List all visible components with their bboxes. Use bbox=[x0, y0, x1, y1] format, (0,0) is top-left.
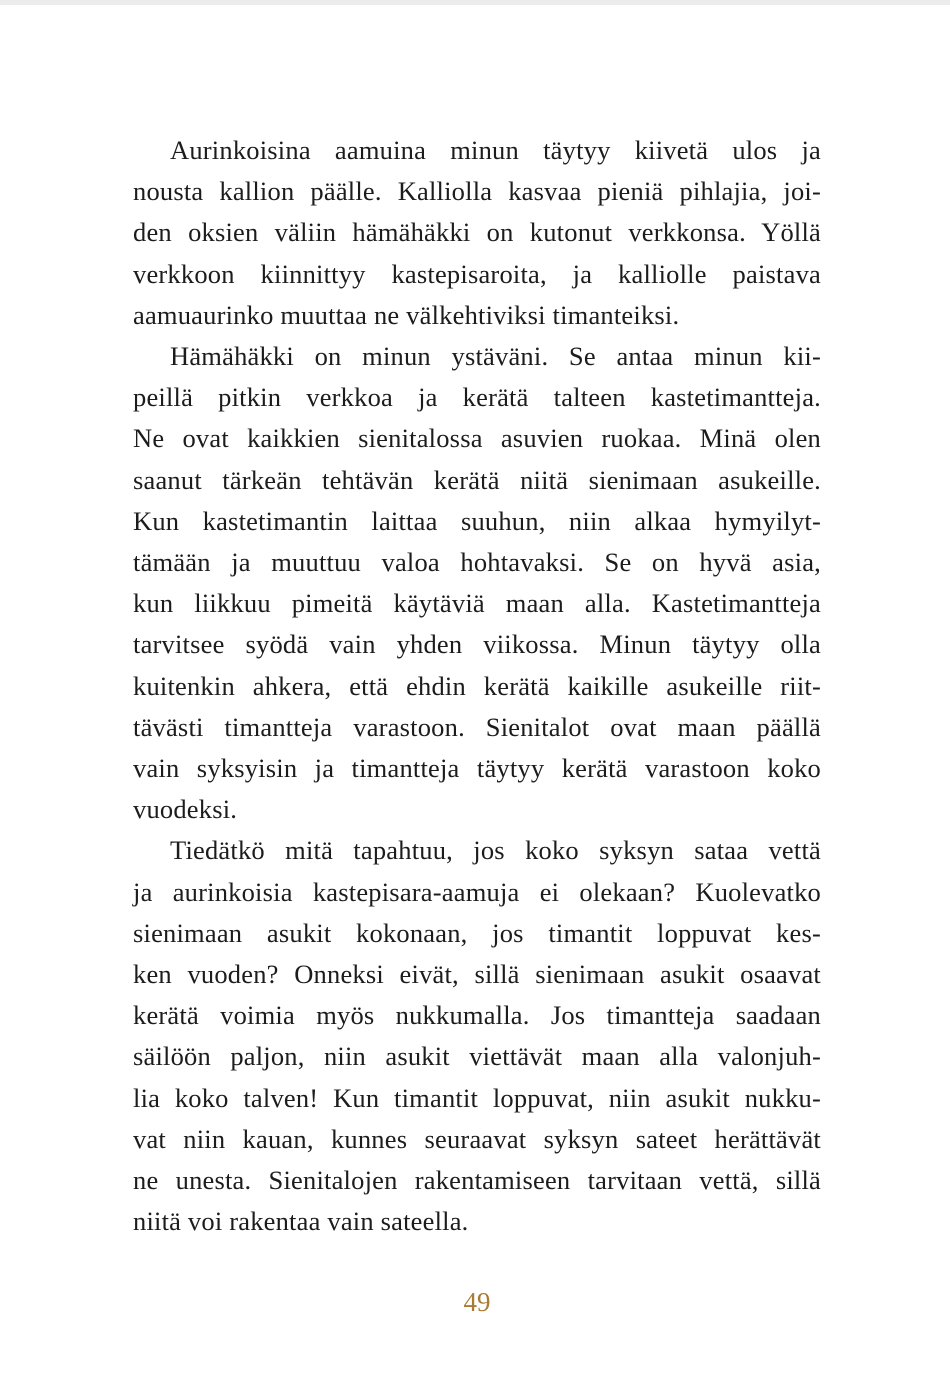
text-line: verkkoon kiinnittyy kastepisaroita, ja kalliolle paistava bbox=[133, 258, 821, 289]
text-line: Ne ovat kaikkien sienitalossa asuvien ruokaa. Minä olen bbox=[133, 423, 821, 454]
text-line: Hämähäkki on minun ystäväni. Se antaa minun kii- bbox=[170, 341, 821, 372]
body-text bbox=[133, 130, 821, 1242]
text-line: lia koko talven! Kun timantit loppuvat, niin asukit nukku- bbox=[133, 1082, 821, 1113]
page-top-edge-strip bbox=[0, 0, 950, 5]
text-line: kerätä voimia myös nukkumalla. Jos timantteja saadaan bbox=[133, 1000, 821, 1031]
text-line: den oksien väliin hämähäkki on kutonut verkkonsa. Yöllä bbox=[133, 217, 821, 248]
text-line: nousta kallion päälle. Kalliolla kasvaa pieniä pihlajia, joi- bbox=[133, 176, 821, 207]
text-line: vat niin kauan, kunnes seuraavat syksyn sateet herättävät bbox=[133, 1123, 821, 1154]
text-line: tämään ja muuttuu valoa hohtavaksi. Se on hyvä asia, bbox=[133, 547, 821, 578]
page-number: 49 bbox=[463, 1287, 491, 1317]
text-line: peillä pitkin verkkoa ja kerätä talteen kastetimantteja. bbox=[133, 382, 821, 413]
text-line: kuitenkin ahkera, että ehdin kerätä kaikille asukeille riit- bbox=[133, 670, 821, 701]
paragraph bbox=[133, 130, 821, 336]
text-line: vuodeksi. bbox=[133, 794, 238, 825]
text-line: ja aurinkoisia kastepisara-aamuja ei olekaan? Kuolevatko bbox=[133, 876, 821, 907]
text-line: saanut tärkeän tehtävän kerätä niitä sienimaan asukeille. bbox=[133, 464, 821, 495]
text-line: Tiedätkö mitä tapahtuu, jos koko syksyn sataa vettä bbox=[170, 835, 821, 866]
paragraph bbox=[133, 830, 821, 1242]
text-line: aamuaurinko muuttaa ne välkehtiviksi timanteiksi. bbox=[133, 299, 680, 330]
text-line: säilöön paljon, niin asukit viettävät maan alla valonjuh- bbox=[133, 1041, 821, 1072]
text-line: Aurinkoisina aamuina minun täytyy kiivetä ulos ja bbox=[170, 135, 821, 165]
text-line: niitä voi rakentaa vain sateella. bbox=[133, 1206, 469, 1237]
text-line: kun liikkuu pimeitä käytäviä maan alla. Kastetimantteja bbox=[133, 588, 821, 619]
paragraph bbox=[133, 336, 821, 830]
text-line: vain syksyisin ja timantteja täytyy kerätä varastoon koko bbox=[133, 753, 821, 784]
text-line: tävästi timantteja varastoon. Sienitalot ovat maan päällä bbox=[133, 711, 821, 742]
text-line: ken vuoden? Onneksi eivät, sillä sienimaan asukit osaavat bbox=[133, 959, 821, 990]
text-line: tarvitsee syödä vain yhden viikossa. Minun täytyy olla bbox=[133, 629, 821, 660]
text-line: ne unesta. Sienitalojen rakentamiseen tarvitaan vettä, sillä bbox=[133, 1165, 821, 1196]
text-line: sienimaan asukit kokonaan, jos timantit loppuvat kes- bbox=[133, 917, 821, 948]
text-line: Kun kastetimantin laittaa suuhun, niin alkaa hymyilyt- bbox=[133, 505, 821, 536]
